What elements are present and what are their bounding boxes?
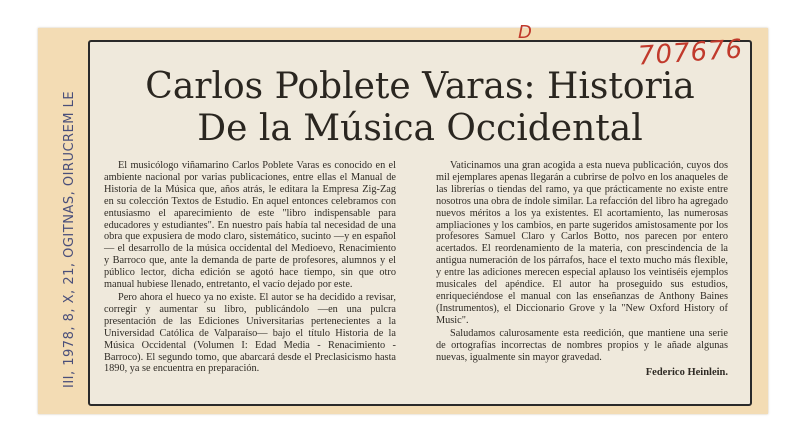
right-paragraph-2: Saludamos calurosamente esta reedición, que mantiene una serie de ortografías incorrectas de nombres propios y le añade algunas nuevas, igualmente sin mayor gravedad.	[436, 327, 728, 363]
handwritten-source-note: III, 1978, 8, X, 21, OGITNAS, OIRUCREM LE	[62, 90, 77, 388]
left-paragraph-2: Pero ahora el hueco ya no existe. El autor se ha decidido a revisar, corregir y aumentar su libro, publicándolo —en una pulcra presentación de las Ediciones Universitarias pertenecientes a la Universidad Católica de Valparaíso— bajo el título Historia de la Música Occidental (Volumen I: Edad Media - Renacimiento - Barroco). El segundo tomo, que abarcará desde el Preclasicismo hasta 1890, ya se encuentra en preparación.	[104, 291, 396, 375]
newspaper-clipping	[88, 40, 752, 406]
left-column	[104, 160, 396, 376]
right-paragraph-1: Vaticinamos una gran acogida a esta nueva publicación, cuyos dos mil ejemplares apenas llegarán a cubrirse de polvo en los anaqueles de las librerías o tiendas del ramo, ya que prácticamente no existe entre nosotros una obra de índole similar. La refacción del libro ha agregado nuevos méritos a los ya existentes. El acortamiento, las numerosas ampliaciones y los cambios, en parte sugeridos amistosamente por los profesores Samuel Claro y Carlos Botto, nos parecen por entero acertados. El reordenamiento de la materia, con prescindencia de la antigua numeración de los párrafos, hace el texto mucho más flexible, y entre las adiciones merecen especial aplauso los veintiséis ejemplos musicales del apéndice. El autor ha proseguido sus estudios, enriqueciéndose el manual con las enseñanzas de Anthony Baines (Instrumentos), el Diccionario Grove y la "New Oxford History of Music".	[436, 160, 728, 326]
author-signature: Federico Heinlein.	[645, 367, 728, 379]
title-line-1: Carlos Poblete Varas: Historia	[145, 66, 695, 107]
handwritten-ref-letter: D	[518, 22, 532, 43]
right-column	[436, 160, 728, 379]
left-paragraph-1: El musicólogo viñamarino Carlos Poblete Varas es conocido en el ambiente nacional por varias publicaciones, entre ellas el Manual de Historia de la Música que, años atrás, le editara la Empresa Zig-Zag en su colección Textos de Estudio. En aquel entonces celebramos con entusiasmo el aparecimiento de este "libro indispensable para educadores y estudiantes". En nuestro país había tal necesidad de una obra que expusiera de modo claro, sistemático, sucinto —y en español— el desarrollo de la música occidental del Medioevo, Renacimiento y Barroco que, ante la demanda de parte de profesores, alumnos y el público lector, dicha edición se agotó hace tiempo, sin que otro manual hubiese llenado, entretanto, el vacío dejado por este.	[104, 160, 396, 291]
article-title	[90, 66, 750, 150]
title-line-2: De la Música Occidental	[197, 108, 643, 149]
handwritten-ref-number: 707676	[637, 34, 745, 72]
